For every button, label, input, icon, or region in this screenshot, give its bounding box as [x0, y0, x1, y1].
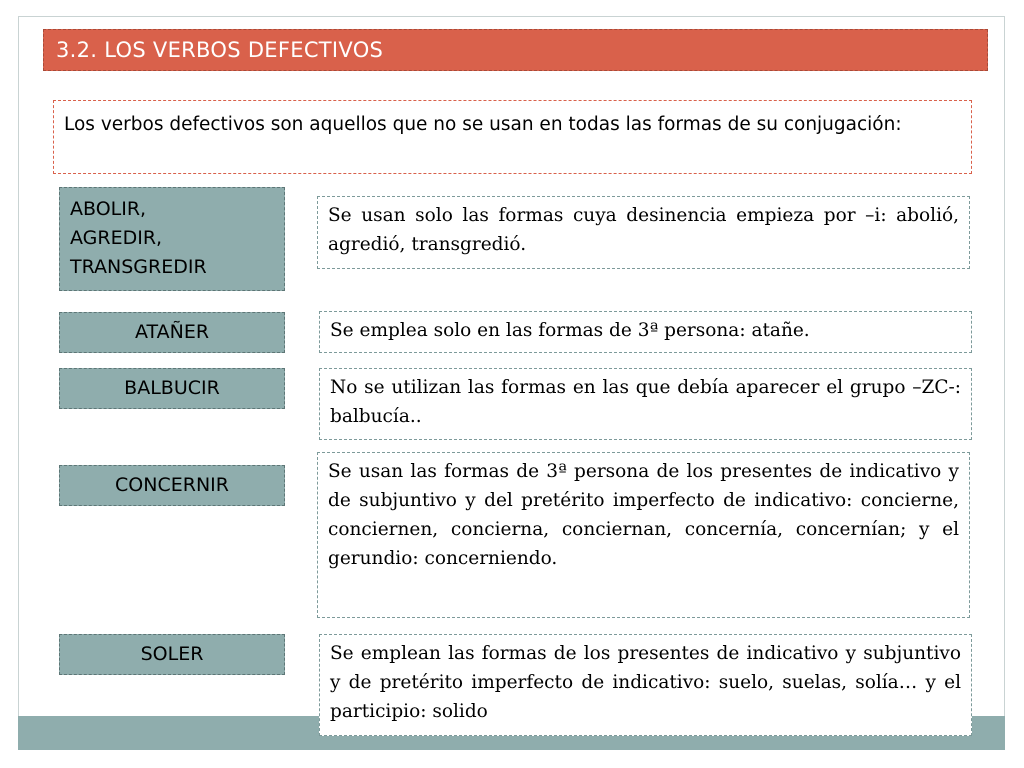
- definition-balbucir: No se utilizan las formas en las que debía aparecer el grupo –ZC-: balbucía..: [319, 368, 972, 440]
- verb-label-balbucir: BALBUCIR: [59, 368, 285, 409]
- verb-label-soler: SOLER: [59, 634, 285, 675]
- definition-soler: Se emplean las formas de los presentes de indicativo y subjuntivo y de pretérito imperfecto de indicativo: suelo, suelas, solía… y el participio: solido: [319, 634, 972, 736]
- definition-ataner: Se emplea solo en las formas de 3ª persona: atañe.: [319, 311, 972, 353]
- verb-label-concernir: CONCERNIR: [59, 465, 285, 506]
- definition-abolir: Se usan solo las formas cuya desinencia empieza por –i: abolió, agredió, transgredió.: [317, 196, 970, 269]
- verb-label-abolir-agredir-transgredir: [59, 187, 285, 291]
- verb-line: ABOLIR,: [70, 198, 147, 220]
- slide-title: 3.2. LOS VERBOS DEFECTIVOS: [43, 29, 988, 71]
- verb-label-ataner: ATAÑER: [59, 312, 285, 353]
- verb-line: AGREDIR,: [70, 227, 163, 249]
- intro-text: Los verbos defectivos son aquellos que no se usan en todas las formas de su conjugación:: [53, 100, 972, 174]
- verb-line: TRANSGREDIR: [70, 256, 207, 278]
- definition-concernir: Se usan las formas de 3ª persona de los presentes de indicativo y de subjuntivo y del pretérito imperfecto de indicativo: concierne, conciernen, concierna, conciernan, concernía, concernían; y el gerundio: concerniendo.: [317, 452, 970, 618]
